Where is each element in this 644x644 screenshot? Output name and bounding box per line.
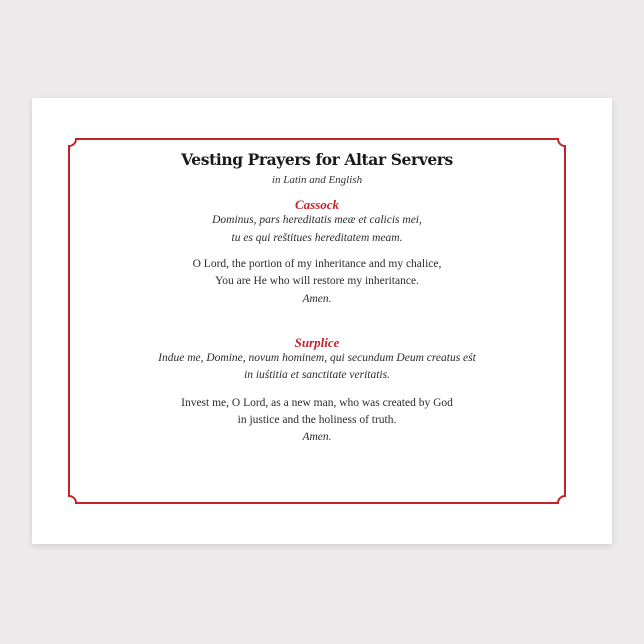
section-heading-surplice: Surplice: [294, 335, 340, 350]
cassock-latin-line-1: Dominus, pars hereditatis meæ et calicis mei,: [212, 214, 422, 226]
section-heading-cassock: Cassock: [294, 197, 340, 212]
poster-paper: [32, 98, 612, 544]
surplice-english-line-1: Invest me, O Lord, as a new man, who was created by God: [181, 397, 453, 409]
document-subtitle: in Latin and English: [271, 174, 363, 186]
document-title: Vesting Prayers for Altar Servers: [181, 150, 453, 169]
surplice-english-line-2: in justice and the holiness of truth.: [237, 414, 397, 426]
cassock-english-line-2: You are He who will restore my inheritance.: [215, 275, 419, 287]
surplice-latin-line-2: in iuśtitia et sanctitate veritatis.: [244, 369, 390, 381]
cassock-latin-line-2: tu es qui reštitues hereditatem meam.: [231, 232, 403, 244]
surplice-amen: Amen.: [302, 431, 332, 443]
decorative-border: [68, 138, 566, 504]
cassock-english-line-1: O Lord, the portion of my inheritance and my chalice,: [192, 258, 442, 270]
cassock-amen: Amen.: [302, 293, 332, 305]
surplice-latin-line-1: Indue me, Domine, novum hominem, qui secundum Deum creatus eśt: [158, 352, 476, 364]
border-frame-icon: [68, 138, 566, 504]
